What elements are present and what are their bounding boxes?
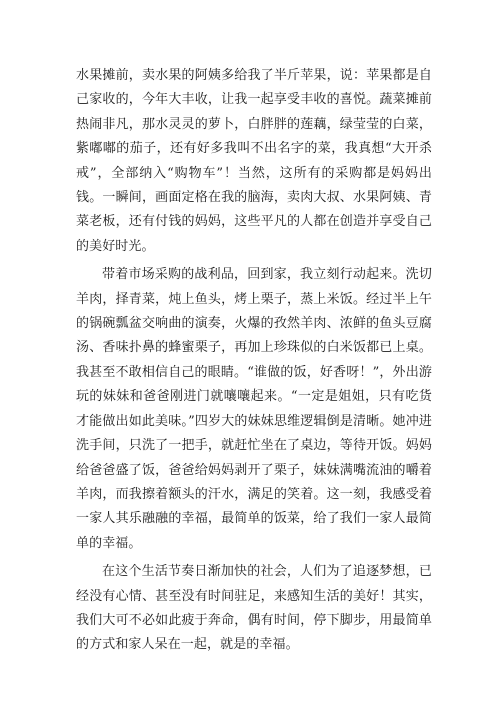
document-body [76,64,432,658]
paragraph-cooking: 带着市场采购的战利品，回到家，我立刻行动起来。洗切羊肉，择青菜，炖上鱼头，烤上栗子，蒸上米饭。经过半上午的锅碗瓢盆交响曲的演奏，火爆的孜然羊肉、浓鲜的鱼头豆腐汤、香味扑鼻的蜂蜜栗子，再加上珍珠似的白米饭都已上桌。我甚至不敢相信自己的眼睛。“谁做的饭，好香呀！”，外出游玩的妹妹和爸爸刚进门就嚷嚷起来。“一定是姐姐，只有吃货才能做出如此美味。”四岁大的妹妹思维逻辑倒是清晰。她冲进洗手间，只洗了一把手，就赶忙坐在了桌边，等待开饭。妈妈给爸爸盛了饭，爸爸给妈妈剥开了栗子，妹妹满嘴流油的嚼着羊肉，而我擦着额头的汗水，满足的笑着。这一刻，我感受着一家人其乐融融的幸福，最简单的饭菜，给了我们一家人最简单的幸福。 [76,267,432,551]
paragraph-reflection: 在这个生活节奏日渐加快的社会，人们为了追逐梦想，已经没有心情、甚至没有时间驻足，来感知生活的美好！其实，我们大可不必如此疲于奔命，偶有时间，停下脚步，用最简单的方式和家人呆在一起，就是的幸福。 [76,564,432,653]
paragraph-market: 水果摊前，卖水果的阿姨多给我了半斤苹果，说：苹果都是自己家收的，今年大丰收，让我一起享受丰收的喜悦。蔬菜摊前热闹非凡，那水灵灵的萝卜，白胖胖的莲藕，绿莹莹的白菜，紫嘟嘟的茄子，还有好多我叫不出名字的菜，我真想“大开杀戒”，全部纳入“购物车”！当然，这所有的采购都是妈妈出钱。一瞬间，画面定格在我的脑海，卖肉大叔、水果阿姨、青菜老板，还有付钱的妈妈，这些平凡的人都在创造并享受自己的美好时光。 [76,68,432,254]
